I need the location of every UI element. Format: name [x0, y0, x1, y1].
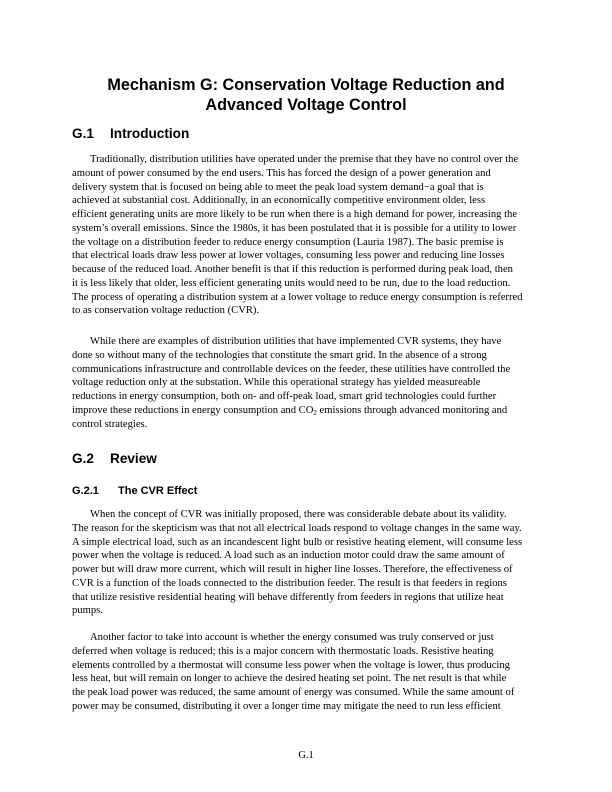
text-line: elements controlled by a thermostat will consume less power when the voltage is lower, thus producing	[72, 659, 510, 671]
section-title: Review	[110, 451, 157, 466]
text-line: While there are examples of distribution utilities that have implemented CVR systems, they have	[90, 336, 502, 347]
text-fragment: emissions through advanced monitoring and	[316, 404, 508, 416]
subsection-number: G.2.1	[72, 485, 99, 497]
section-heading-g1	[72, 126, 189, 141]
text-line: the voltage on a distribution feeder to reduce energy consumption (Lauria 1987). The basic premise is	[72, 236, 504, 248]
text-line: When the concept of CVR was initially proposed, there was considerable debate about its validity.	[90, 509, 507, 520]
page-title	[0, 75, 612, 115]
text-line: less heat, but will remain on longer to achieve the desired heating set point. The net result is that while	[72, 673, 507, 685]
section-number: G.2	[72, 451, 94, 466]
text-line: pumps.	[72, 605, 103, 617]
paragraph-4	[72, 631, 514, 714]
title-line-1: Mechanism G: Conservation Voltage Reduction and	[107, 76, 505, 94]
text-fragment: improve these reductions in energy consumption and CO	[72, 404, 314, 416]
subscript: 2	[313, 408, 317, 417]
text-line: that utilize resistive residential heating will behave differently from feeders in regions that utilize heat	[72, 591, 504, 603]
text-line: power may be consumed, distributing it over a longer time may mitigate the need to run less efficient	[72, 700, 501, 712]
text-line: voltage reduction only at the substation. While this operational strategy has yielded measureable	[72, 377, 481, 389]
paragraph-2	[72, 335, 510, 431]
text-line: communications infrastructure and controllable devices on the feeder, these utilities have controlled the	[72, 363, 511, 375]
text-line: The process of operating a distribution system at a lower voltage to reduce energy consumption is referred	[72, 291, 523, 303]
text-line: system’s overall emissions. Since the 1980s, it has been postulated that it is possible for a utility to lower	[72, 222, 517, 234]
text-line: Another factor to take into account is whether the energy consumed was truly conserved or just	[90, 632, 494, 643]
text-line: amount of power consumed by the end users. This has forced the design of a power generation and	[72, 167, 491, 179]
text-line: CVR is a function of the loads connected to the distribution feeder. The result is that feeders in regions	[72, 577, 507, 589]
text-line-co2	[72, 404, 510, 418]
text-line: reductions in energy consumption, both on- and off-peak load, smart grid technologies could further	[72, 391, 497, 402]
text-line: that electrical loads draw less power at lower voltages, consuming less power and reducing line losses	[72, 250, 505, 262]
section-heading-g2	[72, 451, 157, 466]
text-line: achieved at substantial cost. Additionally, in an economically competitive environment older, less	[72, 195, 486, 207]
text-line: it is less likely that older, less efficient generating units would need to be run, due to the load reduction.	[72, 277, 511, 289]
text-line: deferred when voltage is reduced; this is a major concern with thermostatic loads. Resistive heating	[72, 645, 494, 657]
paragraph-3	[72, 508, 522, 618]
text-line: control strategies.	[72, 418, 148, 430]
text-line: power when the voltage is reduced. A load such as an induction motor could draw the same amount of	[72, 550, 505, 562]
subsection-heading-g21	[72, 485, 197, 497]
text-line: efficient generating units are more likely to be run when there is a high demand for power, increasing the	[72, 209, 518, 220]
section-title: Introduction	[110, 126, 190, 141]
text-line: power but will draw more current, which will result in higher line losses. Therefore, the effectiveness of	[72, 564, 513, 575]
subsection-title: The CVR Effect	[118, 485, 198, 497]
text-line: the peak load power was reduced, the same amount of energy was consumed. While the same amount of	[72, 687, 515, 698]
text-line: to as conservation voltage reduction (CVR).	[72, 305, 260, 317]
text-line: The reason for the skepticism was that not all electrical loads respond to voltage changes in the same way.	[72, 522, 522, 534]
text-line: A simple electrical load, such as an incandescent light bulb or resistive heating element, will consume less	[72, 536, 523, 548]
page-number: G.1	[298, 750, 314, 761]
title-line-2: Advanced Voltage Control	[205, 96, 407, 114]
text-line: done so without many of the technologies that constitute the smart grid. In the absence of a strong	[72, 349, 487, 361]
section-number: G.1	[72, 126, 94, 141]
text-line: delivery system that is focused on being able to meet the peak load system demand−a goal that is	[72, 181, 484, 193]
paragraph-1	[72, 153, 523, 318]
text-line: Traditionally, distribution utilities have operated under the premise that they have no control over the	[90, 154, 519, 165]
text-line: because of the reduced load. Another benefit is that if this reduction is performed during peak load, then	[72, 264, 513, 275]
